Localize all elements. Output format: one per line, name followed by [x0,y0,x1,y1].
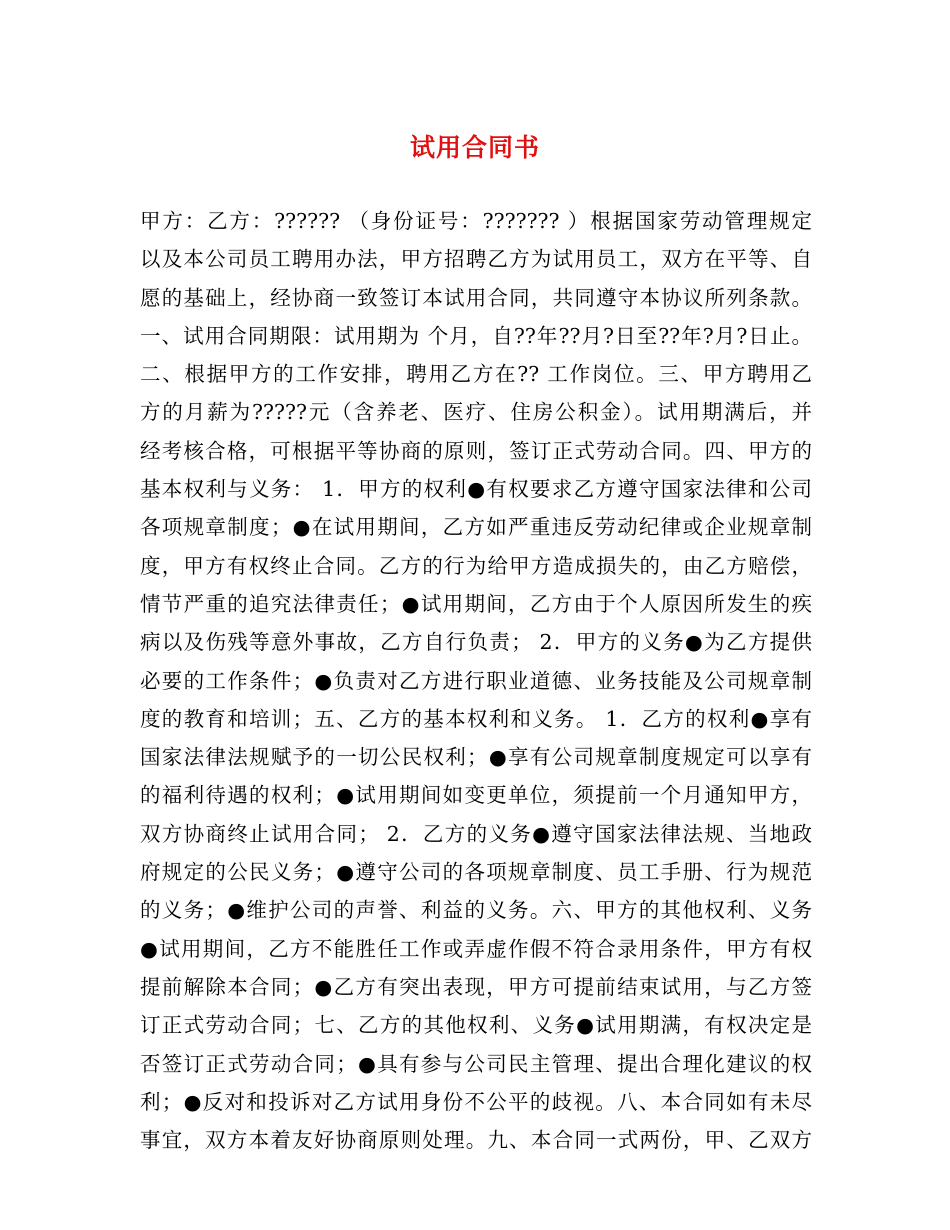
document-line: 二、根据甲方的工作安排，聘用乙方在?? 工作岗位。三、甲方聘用乙 [140,362,812,387]
document-line: 事宜，双方本着友好协商原则处理。九、本合同一式两份，甲、乙双方 [140,1128,812,1153]
document-line: 病以及伤残等意外事故，乙方自行负责； 2．甲方的义务●为乙方提供 [140,630,812,655]
document-line: 愿的基础上，经协商一致签订本试用合同，共同遵守本协议所列条款。 [140,285,812,310]
document-line: 的福利待遇的权利；●试用期间如变更单位，须提前一个月通知甲方， [140,783,812,808]
document-line: 双方协商终止试用合同； 2．乙方的义务●遵守国家法律法规、当地政 [140,821,812,846]
document-line: 的义务；●维护公司的声誉、利益的义务。六、甲方的其他权利、义务 [140,898,812,923]
document-line: 订正式劳动合同；七、乙方的其他权利、义务●试用期满，有权决定是 [140,1013,812,1038]
document-line: 国家法律法规赋予的一切公民权利；●享有公司规章制度规定可以享有 [140,745,812,770]
document-line: ●试用期间，乙方不能胜任工作或弄虚作假不符合录用条件，甲方有权 [140,936,812,961]
document-line: 基本权利与义务： 1．甲方的权利●有权要求乙方遵守国家法律和公司 [140,477,812,502]
document-line: 利；●反对和投诉对乙方试用身份不公平的歧视。八、本合同如有未尽 [140,1089,812,1114]
document-line: 度，甲方有权终止合同。乙方的行为给甲方造成损失的，由乙方赔偿， [140,553,812,578]
document-title: 试用合同书 [409,133,540,162]
document-line: 方的月薪为?????元（含养老、医疗、住房公积金）。试用期满后，并 [140,400,812,425]
document-line: 否签订正式劳动合同；●具有参与公司民主管理、提出合理化建议的权 [140,1051,812,1076]
document-line: 经考核合格，可根据平等协商的原则，签订正式劳动合同。四、甲方的 [140,438,812,463]
document-line: 甲方：乙方：?????? （身份证号：??????? ）根据国家劳动管理规定 [140,209,812,233]
document-line: 各项规章制度；●在试用期间，乙方如严重违反劳动纪律或企业规章制 [140,515,812,540]
document-line: 必要的工作条件；●负责对乙方进行职业道德、业务技能及公司规章制 [140,668,812,693]
document-line: 府规定的公民义务；●遵守公司的各项规章制度、员工手册、行为规范 [140,860,812,885]
document-line: 提前解除本合同；●乙方有突出表现，甲方可提前结束试用，与乙方签 [140,974,812,999]
document-line: 情节严重的追究法律责任；●试用期间，乙方由于个人原因所发生的疾 [140,591,812,616]
document-body [140,202,812,1159]
document-line: 度的教育和培训；五、乙方的基本权利和义务。 1．乙方的权利●享有 [140,706,812,731]
document-line: 以及本公司员工聘用办法，甲方招聘乙方为试用员工，双方在平等、自 [140,247,812,272]
document-line: 一、试用合同期限：试用期为 个月，自??年??月?日至??年?月?日止。 [140,323,812,348]
